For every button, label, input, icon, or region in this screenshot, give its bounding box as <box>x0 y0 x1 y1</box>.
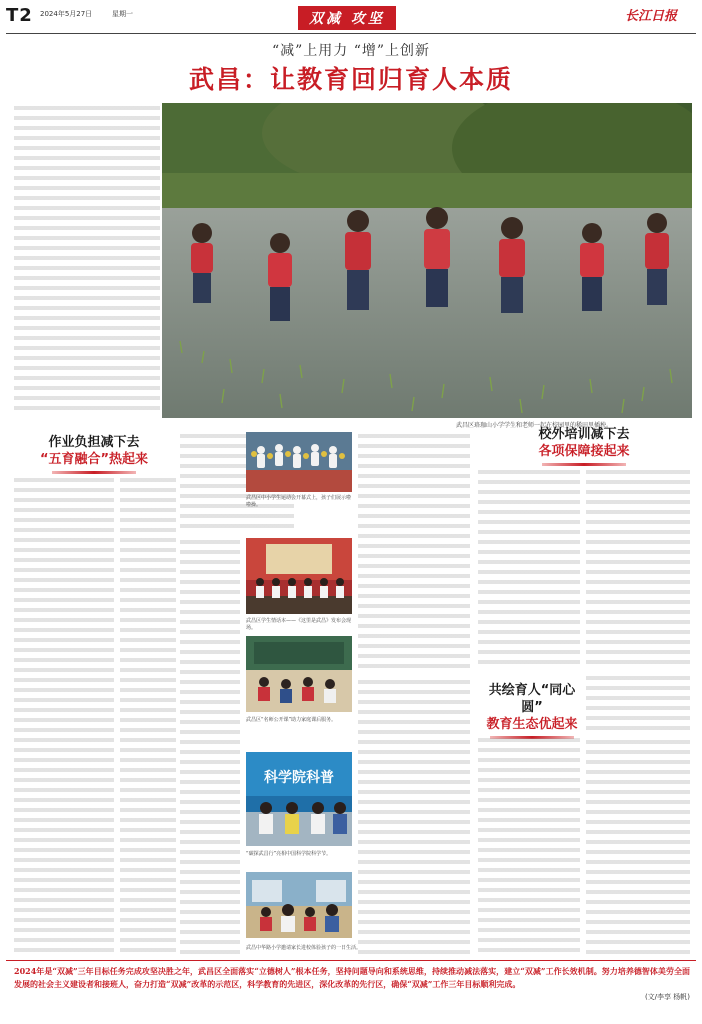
section-heading-homework <box>14 434 174 474</box>
section-heading-training-underline <box>542 463 626 466</box>
column-badge-label: 双减 攻坚 <box>309 11 385 27</box>
headline-subtitle: “减”上用力 “增”上创新 <box>271 43 431 59</box>
section-heading-training <box>478 426 690 466</box>
photo-sports-meet-cheer <box>246 432 352 492</box>
training-section-body-text-mid <box>586 676 690 736</box>
section-heading-coeducation-line2: 教育生态优起来 <box>486 717 578 732</box>
weekday: 星期一 <box>112 10 133 18</box>
section-heading-homework-underline <box>52 471 136 474</box>
publication-date: 2024年5月27日 <box>40 10 93 18</box>
photo-sports-meet-cheer-caption: 武昌区中小学生运动会开幕式上，孩子们展示啦啦操。 <box>246 495 352 508</box>
photo-book-launch-caption: 武昌区学生情话本——《这里是武昌》发布会现场。 <box>246 618 352 631</box>
header-divider <box>6 33 696 34</box>
column3-body-text-lower <box>358 680 470 958</box>
section-heading-homework-line2: “五育融合”热起来 <box>39 452 149 467</box>
training-section-body-text-right <box>586 470 690 670</box>
lead-photo-caption: 武昌区珞珈山小学学生和老师一起在校园里的稀田里插秧。 <box>456 422 613 429</box>
section-heading-homework-line1: 作业负担减下去 <box>48 435 140 450</box>
column3-body-text-upper <box>358 434 470 674</box>
photo-public-class <box>246 636 352 712</box>
footer-summary: 2024年是“双减”三年目标任务完成攻坚决胜之年，武昌区全面落实“立德树人”根本任务，坚持问题导向和系统思维，持续推动减法落实，建立“双减”工作长效机制。努力培养德智体美劳全面发展的社会主义建设者和接班人，奋力打造“双减”改革的示范区，科学教育的先进区，深化改革的先行区，确保“双减”工作三年目标顺利完成。 <box>14 966 690 989</box>
column2-body-text-left <box>180 540 240 958</box>
section-heading-training-line1: 校外培训减下去 <box>538 427 630 442</box>
section-heading-training-line2: 各项保障接起来 <box>538 444 630 459</box>
page-number: T2 <box>6 5 33 26</box>
coeducation-section-body-text-left <box>478 738 580 958</box>
newspaper-brand-logo: 长江日报 <box>625 9 678 24</box>
column-badge <box>298 6 396 30</box>
photo-science-festival <box>246 752 352 846</box>
masthead <box>0 0 702 40</box>
photo-parents-day-caption: 武昌中华路小学邀请家长进校体验孩子的一日生活。 <box>246 945 362 951</box>
byline: (文/李享 杨帆) <box>644 993 690 1001</box>
science-festival-sign: 科学院科普 <box>264 770 334 786</box>
homework-section-body-text-2 <box>120 478 176 958</box>
footer-divider <box>6 960 696 961</box>
homework-section-body-text <box>14 478 114 958</box>
photo-parents-day <box>246 872 352 938</box>
section-heading-coeducation-line1: 共绘育人“同心圆” <box>488 683 576 715</box>
lead-photo-rice-planting <box>162 103 692 418</box>
photo-public-class-caption: 武昌区“名师公开课”助力家庭课后服务。 <box>246 717 337 723</box>
photo-science-festival-caption: “碳探武昌行”亮相中国科学院科学节。 <box>246 851 332 857</box>
photo-cheerleading <box>180 430 181 431</box>
photo-book-launch <box>246 538 352 614</box>
training-section-body-text-left <box>478 470 580 670</box>
section-heading-coeducation <box>478 682 586 739</box>
intro-body-text <box>14 106 160 410</box>
coeducation-section-body-text-right <box>586 740 690 958</box>
headline-title: 武昌：让教育回归育人本质 <box>188 65 513 94</box>
